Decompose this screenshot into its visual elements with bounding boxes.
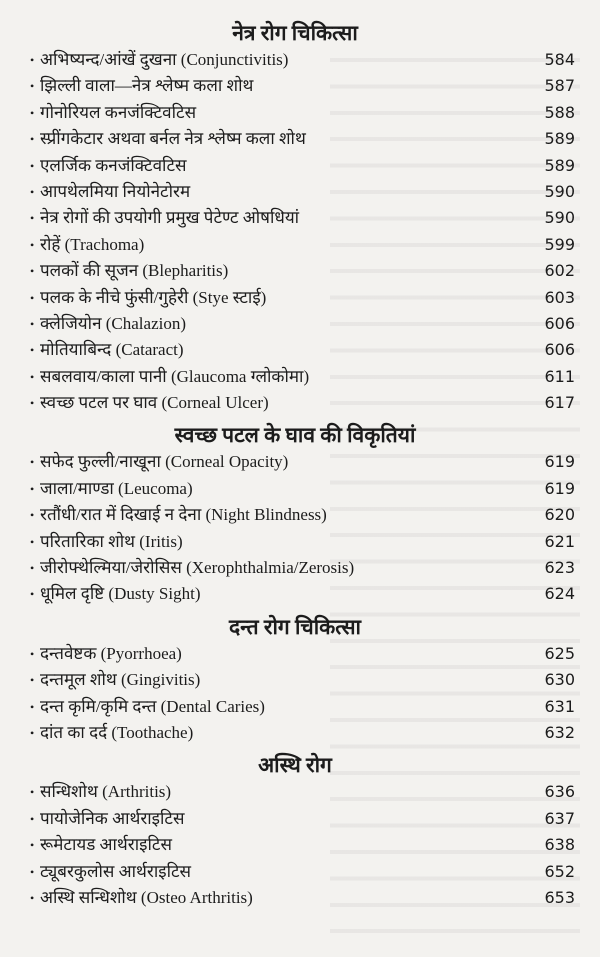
entry-page-number: 619 <box>544 452 575 472</box>
entry-title: अस्थि सन्धिशोथ (Osteo Arthritis) <box>40 887 253 907</box>
toc-section <box>0 751 600 911</box>
entry-title: रतौंधी/रात में दिखाई न देना (Night Blindness) <box>40 505 327 525</box>
entry-title: स्वच्छ पटल पर घाव (Corneal Ulcer) <box>40 393 269 413</box>
entry-title: अभिष्यन्द/आंखें दुखना (Conjunctivitis) <box>40 50 289 69</box>
entry-page-number: 636 <box>544 782 575 802</box>
toc-entry <box>0 859 600 885</box>
entry-page-number: 652 <box>544 861 575 881</box>
entry-page-number: 603 <box>544 287 575 307</box>
bullet-icon: • <box>30 79 35 94</box>
table-of-contents <box>0 19 600 911</box>
entry-page-number: 632 <box>544 722 575 742</box>
entry-title: झिल्ली वाला—नेत्र श्लेष्म कला शोथ <box>40 76 254 96</box>
bullet-icon: • <box>30 105 35 120</box>
toc-entry <box>0 667 600 693</box>
entry-title: सबलवाय/काला पानी (Glaucoma ग्लोकोमा) <box>40 366 310 386</box>
toc-entry <box>0 232 600 258</box>
toc-entry <box>0 641 600 667</box>
section-heading: अस्थि रोग <box>258 753 332 778</box>
entry-title: दन्तमूल शोथ (Gingivitis) <box>40 670 201 690</box>
entry-page-number: 619 <box>544 478 575 498</box>
entry-title: पायोजेनिक आर्थराइटिस <box>40 808 185 828</box>
entry-page-number: 624 <box>544 584 575 604</box>
entry-title: पलकों की सूजन (Blepharitis) <box>40 261 229 281</box>
entry-title: पलक के नीचे फुंसी/गुहेरी (Stye स्टाई) <box>40 287 267 307</box>
toc-entry <box>0 476 600 502</box>
bullet-icon: • <box>30 646 35 661</box>
bullet-icon: • <box>30 211 35 226</box>
toc-entry <box>0 311 600 337</box>
entry-title: जीरोफ्थेल्मिया/जेरोसिस (Xerophthalmia/Zerosis) <box>40 558 355 578</box>
toc-entry <box>0 502 600 528</box>
entry-title: दांत का दर्द (Toothache) <box>40 722 194 742</box>
entry-page-number: 589 <box>544 155 575 175</box>
bullet-icon: • <box>30 725 35 740</box>
toc-entry <box>0 832 600 858</box>
entry-title: गोनोरियल कनजंक्टिवटिस <box>40 102 197 122</box>
entry-page-number: 589 <box>544 129 575 149</box>
bullet-icon: • <box>30 264 35 279</box>
toc-entry <box>0 73 600 99</box>
entry-page-number: 590 <box>544 181 575 201</box>
entry-title: रूमेटायड आर्थराइटिस <box>40 835 172 855</box>
toc-section <box>0 19 600 416</box>
toc-entry <box>0 205 600 231</box>
toc-entry <box>0 779 600 805</box>
entry-title: स्प्रींगकेटार अथवा बर्नल नेत्र श्लेष्म कला शोथ <box>40 129 306 149</box>
toc-entry <box>0 153 600 179</box>
entry-page-number: 587 <box>544 76 575 96</box>
bullet-icon: • <box>30 290 35 305</box>
entry-title: क्लेजियोन (Chalazion) <box>40 313 186 333</box>
bullet-icon: • <box>30 890 35 905</box>
entry-title: आपथेलमिया नियोनेटोरम <box>40 181 191 201</box>
bullet-icon: • <box>30 237 35 252</box>
bullet-icon: • <box>30 811 35 826</box>
entry-page-number: 625 <box>544 643 575 663</box>
entry-page-number: 590 <box>544 208 575 228</box>
entry-page-number: 617 <box>544 393 575 413</box>
bullet-icon: • <box>30 785 35 800</box>
bullet-icon: • <box>30 184 35 199</box>
bullet-icon: • <box>30 53 35 67</box>
entry-page-number: 620 <box>544 505 575 525</box>
entry-title: एलर्जिक कनजंक्टिवटिस <box>40 155 187 175</box>
bullet-icon: • <box>30 673 35 688</box>
bullet-icon: • <box>30 864 35 879</box>
entry-page-number: 638 <box>544 835 575 855</box>
toc-entry <box>0 364 600 390</box>
toc-entry <box>0 47 600 73</box>
entry-title: रोहें (Trachoma) <box>40 234 145 254</box>
section-heading: स्वच्छ पटल के घाव की विकृतियां <box>174 423 416 448</box>
bullet-icon: • <box>30 587 35 602</box>
toc-entry <box>0 179 600 205</box>
entry-title: ट्यूबरकुलोस आर्थराइटिस <box>40 861 192 881</box>
bullet-icon: • <box>30 534 35 549</box>
toc-entry <box>0 529 600 555</box>
entry-title: दन्त कृमि/कृमि दन्त (Dental Caries) <box>40 696 265 716</box>
entry-title: परितारिका शोथ (Iritis) <box>40 531 183 551</box>
entry-page-number: 630 <box>544 670 575 690</box>
entry-title: जाला/माण्डा (Leucoma) <box>40 478 193 498</box>
entry-page-number: 584 <box>544 50 575 69</box>
bullet-icon: • <box>30 396 35 411</box>
section-heading: नेत्र रोग चिकित्सा <box>232 21 358 45</box>
bullet-icon: • <box>30 369 35 384</box>
toc-entry <box>0 720 600 746</box>
entry-page-number: 602 <box>544 261 575 281</box>
entry-page-number: 606 <box>544 313 575 333</box>
bullet-icon: • <box>30 699 35 714</box>
toc-entry <box>0 126 600 152</box>
entry-page-number: 588 <box>544 102 575 122</box>
entry-page-number: 611 <box>544 366 575 386</box>
toc-entry <box>0 100 600 126</box>
toc-entry <box>0 885 600 911</box>
toc-entry <box>0 449 600 475</box>
entry-title: दन्तवेष्टक (Pyorrhoea) <box>40 643 182 663</box>
entry-page-number: 606 <box>544 340 575 360</box>
bullet-icon: • <box>30 561 35 576</box>
entry-page-number: 623 <box>544 558 575 578</box>
toc-entry <box>0 258 600 284</box>
bullet-icon: • <box>30 343 35 358</box>
bullet-icon: • <box>30 455 35 470</box>
entry-title: नेत्र रोगों की उपयोगी प्रमुख पेटेण्ट ओषधियां <box>40 208 300 228</box>
bullet-icon: • <box>30 508 35 523</box>
entry-title: सन्धिशोथ (Arthritis) <box>40 782 172 802</box>
toc-section <box>0 613 600 747</box>
entry-title: सफेद फुल्ली/नाखूना (Corneal Opacity) <box>40 452 289 472</box>
toc-entry <box>0 390 600 416</box>
entry-title: धूमिल दृष्टि (Dusty Sight) <box>40 584 201 604</box>
entry-page-number: 621 <box>544 531 575 551</box>
bullet-icon: • <box>30 316 35 331</box>
toc-entry <box>0 285 600 311</box>
entry-page-number: 653 <box>544 887 575 907</box>
entry-page-number: 637 <box>544 808 575 828</box>
entry-page-number: 599 <box>544 234 575 254</box>
bullet-icon: • <box>30 132 35 147</box>
bullet-icon: • <box>30 481 35 496</box>
toc-section <box>0 421 600 607</box>
section-heading: दन्त रोग चिकित्सा <box>229 614 361 639</box>
toc-entry <box>0 581 600 607</box>
entry-page-number: 631 <box>544 696 575 716</box>
entry-title: मोतियाबिन्द (Cataract) <box>40 340 184 360</box>
toc-entry <box>0 806 600 832</box>
toc-entry <box>0 555 600 581</box>
toc-entry <box>0 694 600 720</box>
toc-entry <box>0 337 600 363</box>
bullet-icon: • <box>30 158 35 173</box>
bullet-icon: • <box>30 838 35 853</box>
